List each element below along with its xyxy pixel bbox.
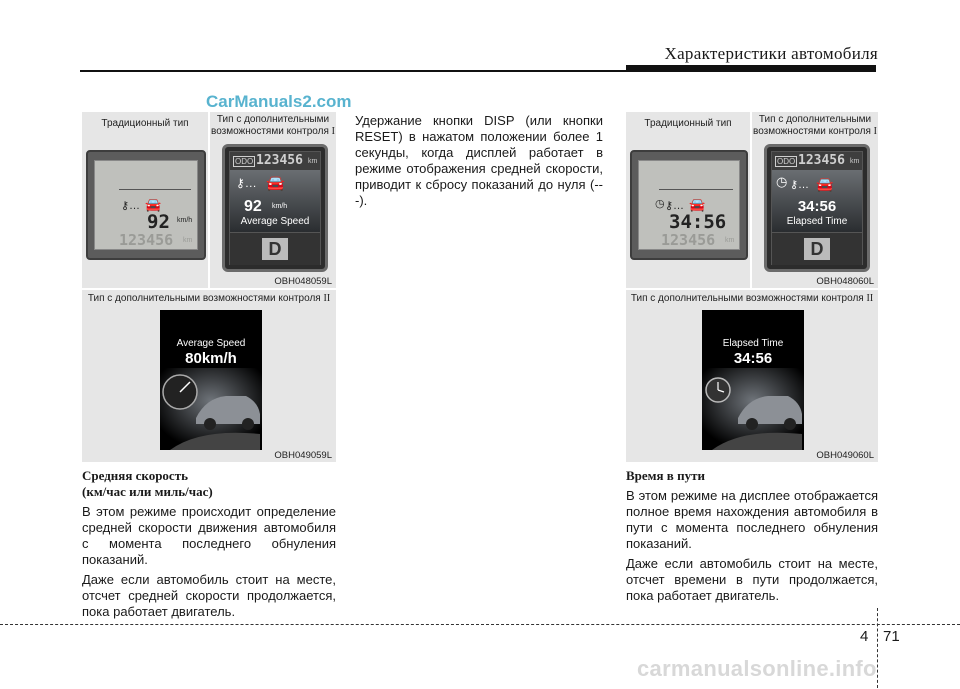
- paragraph-average-speed-1: В этом режиме происходит определение средней скорости движения автомобиля с момента последнего обнуления показаний.: [82, 504, 336, 567]
- figure-elapsed-time: [626, 112, 878, 462]
- caption-traditional: Традиционный тип: [101, 118, 189, 129]
- clock-icon: ◷: [655, 198, 665, 210]
- figure-code-top: OBH048060L: [816, 276, 874, 287]
- supervision-2-screen: [702, 310, 804, 450]
- gear-indicator: D: [804, 238, 830, 260]
- key-icon: ⚷…: [665, 200, 685, 212]
- chapter-number: 4: [860, 628, 869, 645]
- sup-speed-unit: km/h: [272, 203, 288, 210]
- heading-average-speed: Средняя скорость: [82, 468, 188, 483]
- odo-label: ODO: [777, 157, 796, 166]
- caption-traditional: Традиционный тип: [644, 118, 732, 129]
- trad-odometer-unit: km: [725, 237, 735, 244]
- caption-supervision-1-line2: возможностями контроля I: [211, 126, 335, 137]
- car-icon: 🚘: [816, 176, 834, 192]
- clock-icon: ◷: [776, 174, 788, 189]
- key-icon: ⚷…: [236, 176, 257, 190]
- trad-odometer: 123456: [661, 231, 716, 249]
- car-icon: 🚘: [689, 197, 706, 212]
- footer-divider: [877, 608, 878, 688]
- key-icon: ⚷…: [790, 179, 810, 191]
- heading-average-speed-units: (км/час или миль/час): [82, 484, 213, 499]
- clock-car-graphic: [702, 368, 804, 450]
- paragraph-elapsed-time-1: В этом режиме на дисплее отображается полное время нахождения автомобиля в пути с момента последнего обнуления показаний.: [626, 488, 878, 551]
- watermark-top[interactable]: CarManuals2.com: [206, 92, 352, 111]
- paragraph-elapsed-time-2: Даже если автомобиль стоит на месте, отсчет времени в пути продолжается, пока работает двигатель.: [626, 556, 878, 603]
- supervision-cluster: [222, 144, 328, 272]
- figure-code-bottom: OBH049059L: [274, 450, 332, 461]
- sup-odometer-unit: km: [850, 158, 860, 165]
- t2-value: 34:56: [733, 350, 773, 367]
- trad-speed-value: 92: [147, 211, 170, 233]
- paragraph-average-speed-2: Даже если автомобиль стоит на месте, отсчет средней скорости продолжается, пока работает двигатель.: [82, 572, 336, 619]
- sup-odometer-unit: km: [308, 158, 318, 165]
- heading-elapsed-time: Время в пути: [626, 468, 705, 483]
- footer-rule: [0, 624, 960, 625]
- left-text-column: [82, 468, 336, 620]
- supervision-cluster: [764, 144, 870, 272]
- right-text-column: [626, 468, 878, 604]
- t2-value: 80km/h: [185, 350, 237, 367]
- caption-supervision-1-line1: Тип с дополнительными: [758, 114, 872, 125]
- sup-caption: Elapsed Time: [786, 216, 848, 227]
- supervision-2-screen: [160, 310, 262, 450]
- traditional-lcd: [638, 160, 740, 250]
- car-icon: 🚘: [266, 175, 285, 192]
- sup-speed-value: 92: [244, 198, 262, 215]
- t2-title: Average Speed: [176, 338, 246, 349]
- trad-time-value: 34:56: [669, 211, 727, 233]
- odo-label: ODO: [235, 157, 254, 166]
- speedometer-car-graphic: [160, 368, 262, 450]
- key-icon: ⚷…: [121, 200, 141, 212]
- sup-odometer: 123456: [256, 153, 303, 168]
- figure-average-speed: [82, 112, 336, 462]
- gear-indicator: D: [262, 238, 288, 260]
- traditional-cluster: [630, 150, 748, 260]
- figure-code-bottom: OBH049060L: [816, 450, 874, 461]
- trad-odometer: 123456: [119, 231, 174, 249]
- sup-caption: Average Speed: [240, 216, 310, 227]
- caption-supervision-1-line2: возможностями контроля I: [753, 126, 877, 137]
- caption-supervision-2: Тип с дополнительными возможностями контроля II: [630, 293, 874, 304]
- header-rule-accent: [626, 65, 876, 71]
- car-icon: 🚘: [145, 197, 162, 212]
- figure-code-top: OBH048059L: [274, 276, 332, 287]
- t2-title: Elapsed Time: [722, 338, 784, 349]
- paragraph-reset-instructions: Удержание кнопки DISP (или кнопки RESET) в нажатом положении более 1 секунды, когда дисплей работает в режиме отображения средней скорости, приводит к сбросу показаний до нуля (---).: [355, 113, 603, 208]
- sup-time-value: 34:56: [797, 198, 837, 215]
- traditional-cluster: [86, 150, 206, 260]
- page-number: 71: [883, 628, 900, 645]
- watermark-bottom[interactable]: carmanualsonline.info: [637, 656, 877, 681]
- traditional-lcd: [94, 160, 198, 250]
- trad-speed-unit: km/h: [177, 217, 193, 224]
- caption-supervision-2: Тип с дополнительными возможностями контроля II: [87, 293, 331, 304]
- sup-odometer: 123456: [798, 153, 845, 168]
- trad-odometer-unit: km: [183, 237, 193, 244]
- caption-supervision-1-line1: Тип с дополнительными: [216, 114, 330, 125]
- section-title: Характеристики автомобиля: [664, 44, 878, 63]
